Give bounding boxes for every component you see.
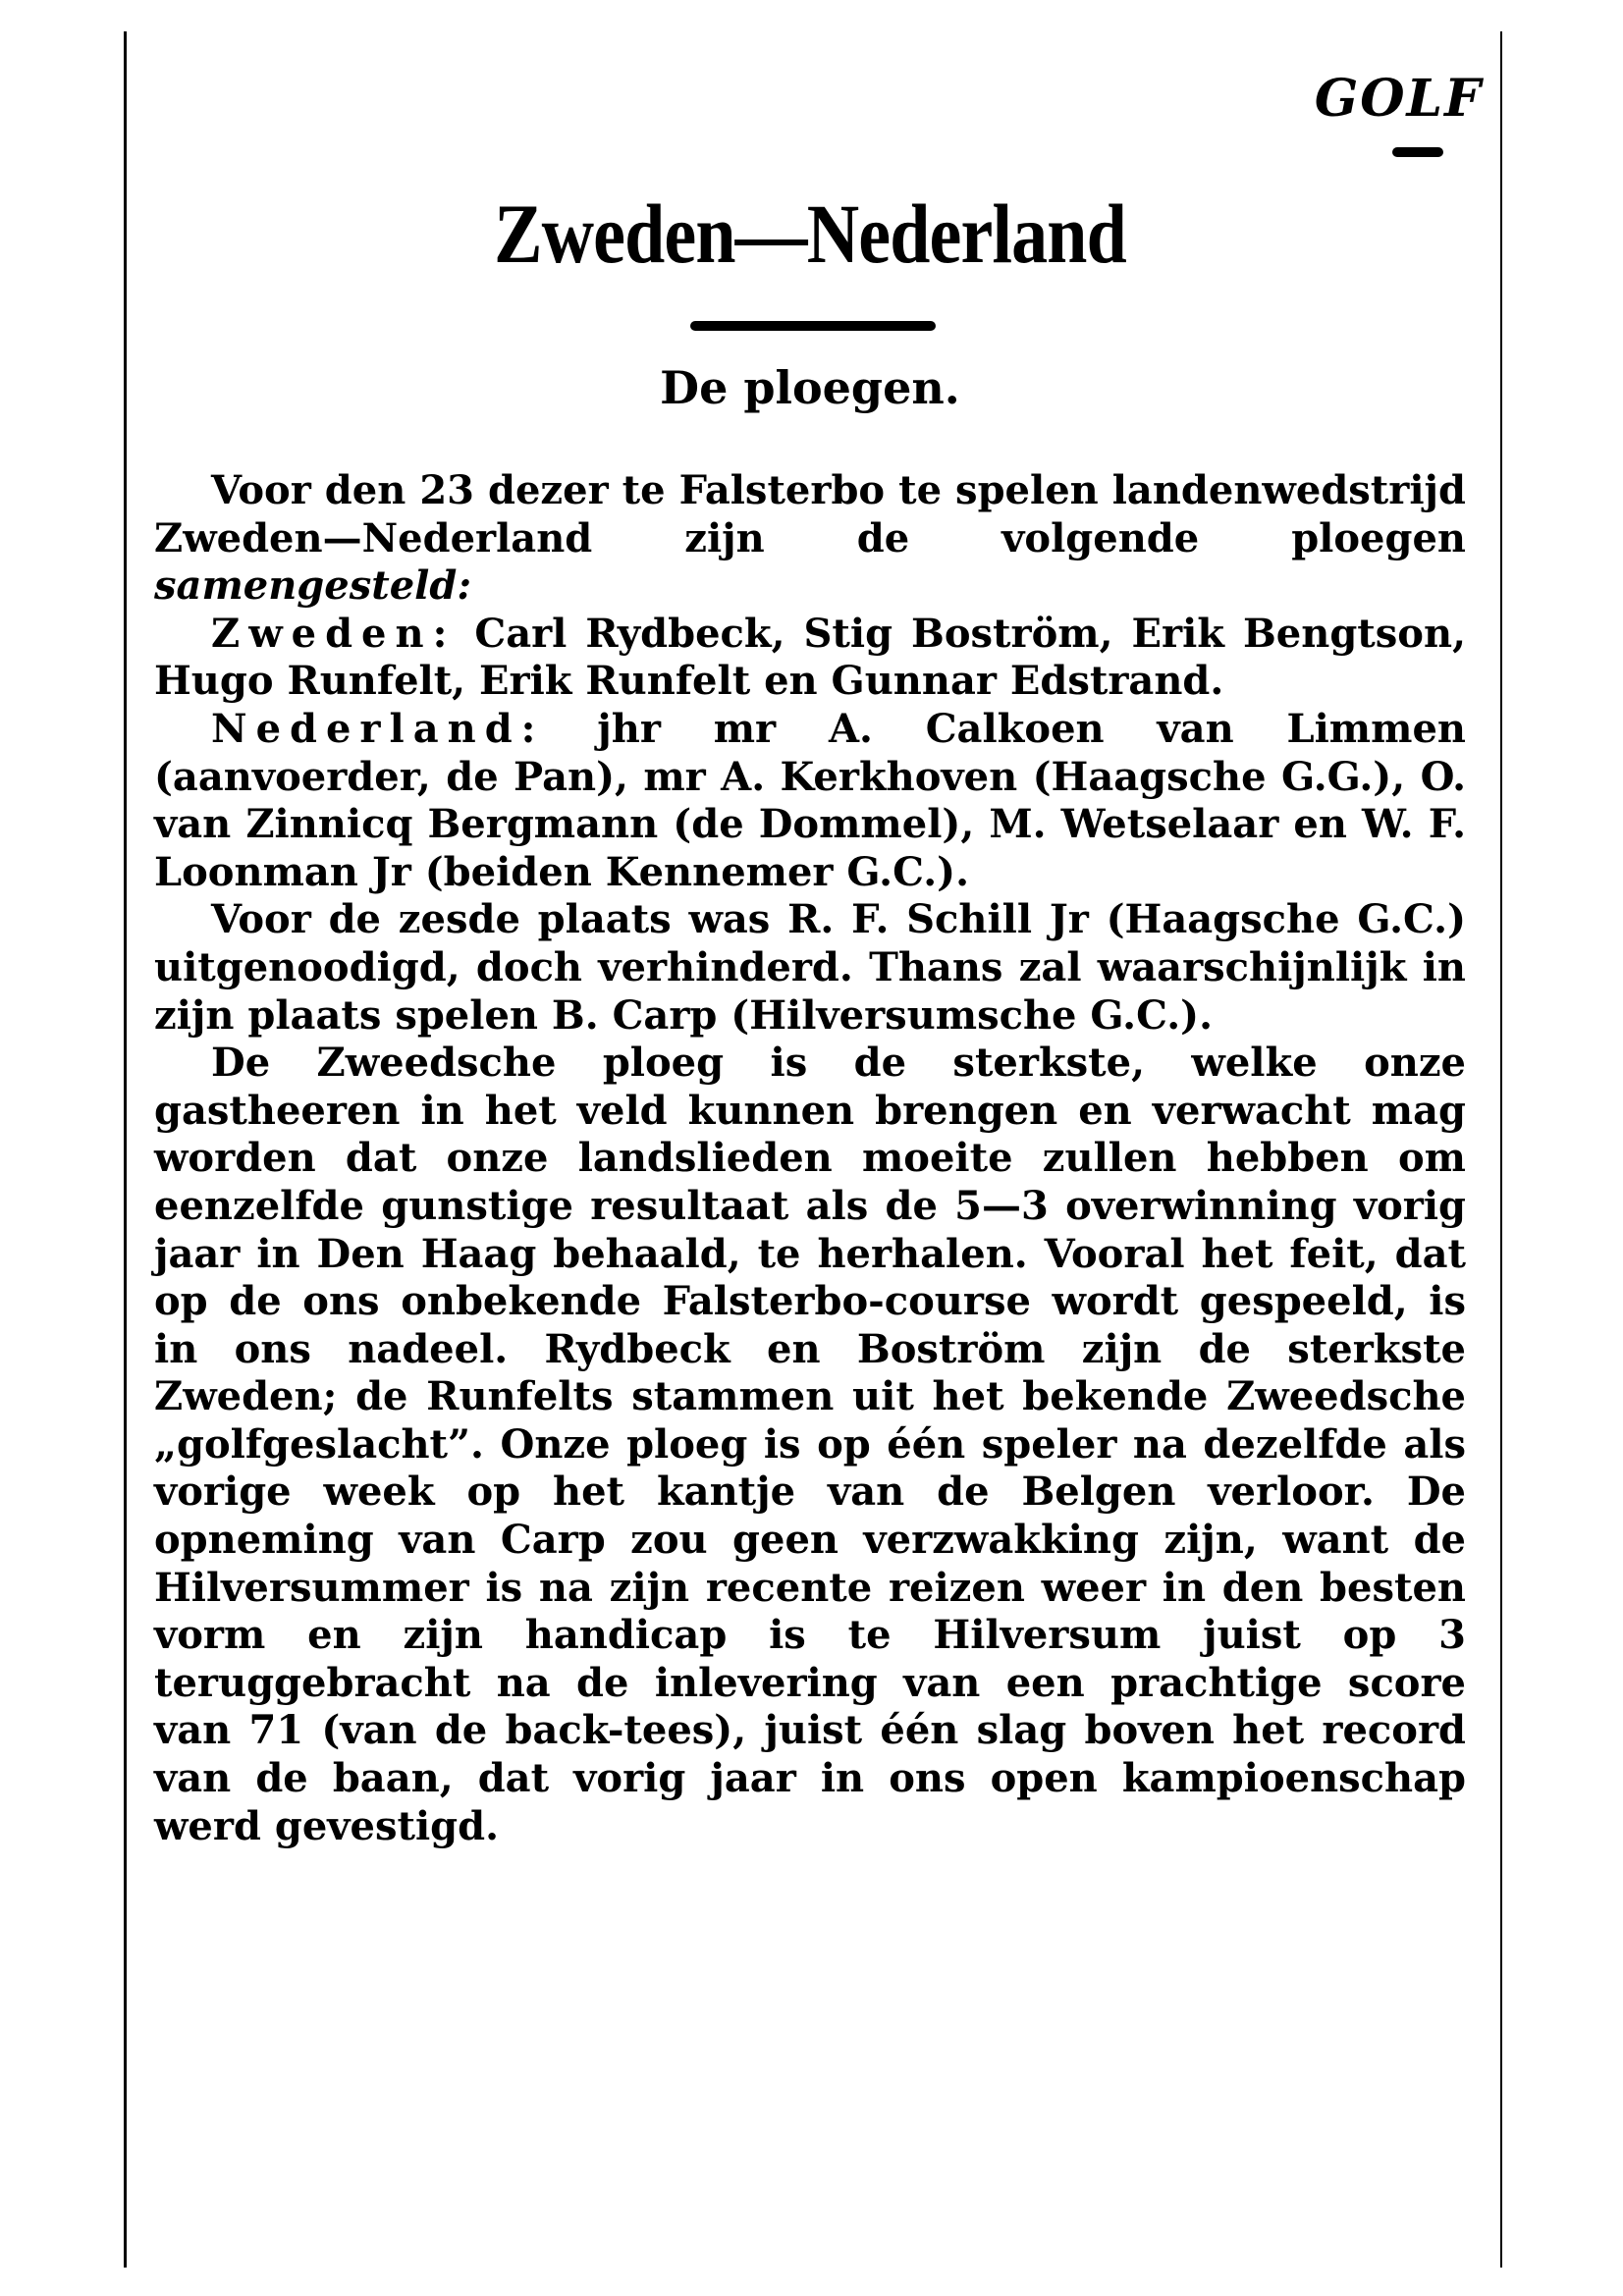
team-label-netherlands: Nederland: bbox=[211, 705, 545, 752]
paragraph-substitute: Voor de zesde plaats was R. F. Schill Jr (Haagsche G.C.) uitgenoodigd, doch verhinderd. Thans zal waarschijnlijk in zijn plaats spelen B. Carp (Hilversumsche G.C.). bbox=[154, 896, 1466, 1039]
paragraph-team-netherlands bbox=[154, 706, 1466, 896]
section-label: GOLF bbox=[1314, 69, 1483, 129]
title-divider bbox=[690, 321, 936, 331]
paragraph-analysis: De Zweedsche ploeg is de sterkste, welke onze gastheeren in het veld kunnen brengen en verwacht mag worden dat onze landslieden moeite zullen hebben om eenzelfde gunstige resultaat als de 5—3 overwinning vorig jaar in Den Haag behaald, te herhalen. Vooral het feit, dat op de ons onbekende Falsterbo-course wordt gespeeld, is in ons nadeel. Rydbeck en Boström zijn de sterkste Zweden; de Runfelts stammen uit het bekende Zweedsche „golfgeslacht”. Onze ploeg is op één speler na dezelfde als vorige week op het kantje van de Belgen verloor. De opneming van Carp zou geen verzwakking zijn, want de Hilversummer is na zijn recente reizen weer in den besten vorm en zijn handicap is te Hilversum juist op 3 teruggebracht na de inlevering van een prachtige score van 71 (van de back-tees), juist één slag boven het record van de baan, dat vorig jaar in ons open kampioenschap werd gevestigd. bbox=[154, 1040, 1466, 1849]
column-rule-right bbox=[1500, 31, 1502, 2268]
paragraph-text: Voor den 23 dezer te Falsterbo te spelen landenwedstrijd Zweden—Nederland zijn de volgende ploegen bbox=[154, 467, 1466, 561]
article-subtitle: De ploegen. bbox=[660, 361, 960, 414]
section-divider bbox=[1392, 147, 1443, 157]
article-body bbox=[154, 467, 1466, 1850]
paragraph-intro bbox=[154, 467, 1466, 611]
paragraph-emphasis: samengesteld: bbox=[154, 562, 472, 610]
article-title: Zweden—Nederland bbox=[494, 187, 1126, 281]
column-rule-left bbox=[124, 31, 127, 2268]
paragraph-team-sweden bbox=[154, 611, 1466, 706]
team-players-netherlands: jhr mr A. Calkoen van Limmen (aanvoerder, de Pan), mr A. Kerkhoven (Haagsche G.G.), O. van Zinnicq Bergmann (de Dommel), M. Wetselaar en W. F. Loonman Jr (beiden Kennemer G.C.). bbox=[154, 705, 1466, 895]
team-players-sweden: Carl Rydbeck, Stig Boström, Erik Bengtson, Hugo Runfelt, Erik Runfelt en Gunnar Edstrand. bbox=[154, 610, 1466, 705]
team-label-sweden: Zweden: bbox=[211, 610, 457, 657]
